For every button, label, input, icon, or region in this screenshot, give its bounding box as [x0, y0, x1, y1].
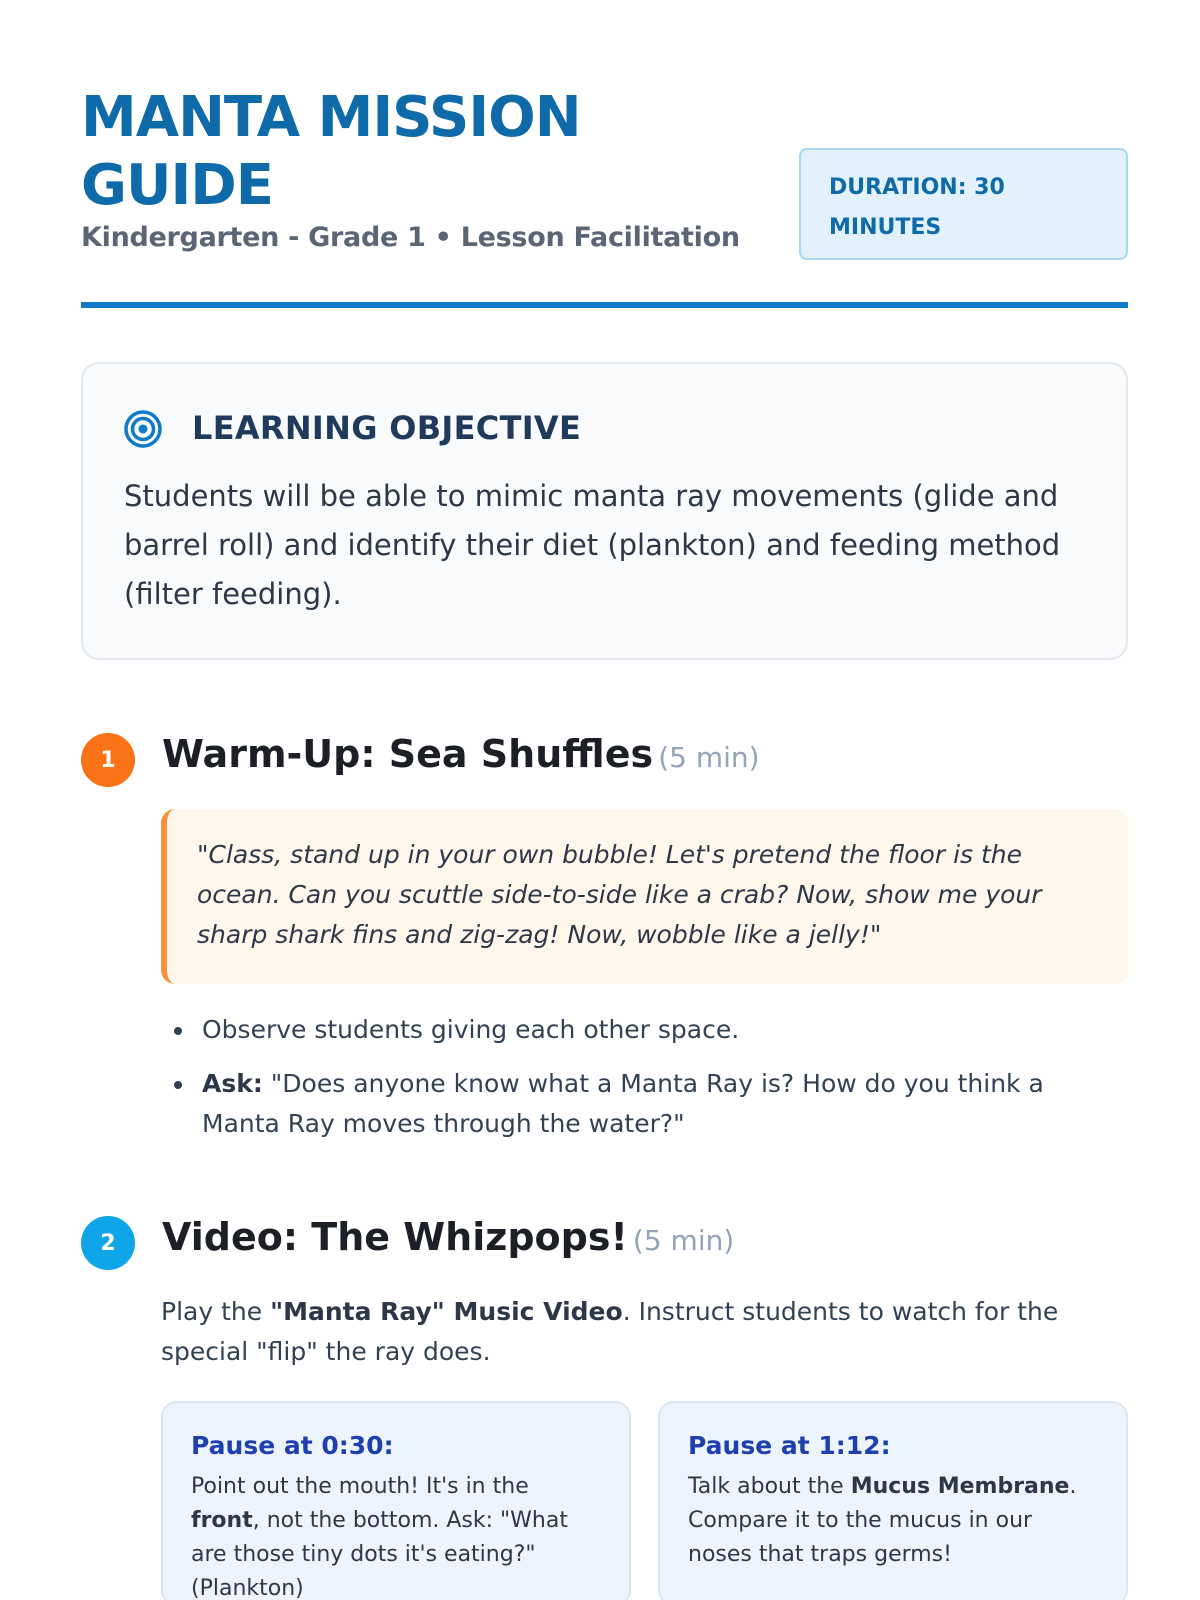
card-text-pre: Point out the mouth! It's in the: [191, 1474, 529, 1499]
video-instructions-pre: Play the: [161, 1297, 271, 1326]
card-text-post: . Compare it to the mucus in our noses that traps germs!: [688, 1474, 1077, 1567]
objective-text: Students will be able to mimic manta ray movements (glide and barrel roll) and identify their diet (plankton) and feeding method (filter feeding).: [124, 479, 1061, 611]
teacher-script-quote: "Class, stand up in your own bubble! Let's pretend the floor is the ocean. Can you scuttle side-to-side like a crab? Now, show me your sharp shark fins and zig-zag! Now, wobble like a jelly!": [161, 809, 1128, 984]
step-1-title: Warm-Up: Sea Shuffles: [162, 732, 654, 776]
card-text-bold: front: [191, 1508, 253, 1533]
list-item: [172, 1064, 1112, 1144]
header-divider: [81, 302, 1128, 308]
objective-title: LEARNING OBJECTIVE: [192, 409, 582, 447]
pause-card-text: [191, 1470, 601, 1600]
step-2-time: (5 min): [632, 1224, 735, 1257]
step-1-badge: 1: [81, 733, 135, 787]
pause-card-title: Pause at 1:12:: [688, 1431, 891, 1460]
page-subtitle: Kindergarten - Grade 1 • Lesson Facilitation: [81, 222, 740, 253]
duration-label: DURATION: 30 MINUTES: [829, 175, 1005, 240]
bullet-text: Observe students giving each other space.: [202, 1015, 740, 1044]
card-text-pre: Talk about the: [688, 1474, 851, 1499]
page-title: MANTA MISSION GUIDE: [81, 85, 581, 218]
step-1-heading: [162, 732, 760, 776]
step-1-time: (5 min): [658, 741, 760, 774]
pause-card-2: [658, 1401, 1128, 1600]
page-header: [81, 84, 1128, 310]
video-instructions: [161, 1292, 1121, 1372]
step-2-heading: [162, 1215, 734, 1259]
step-2-badge: 2: [81, 1216, 135, 1270]
pause-card-1: [161, 1401, 631, 1600]
pause-card-title: Pause at 0:30:: [191, 1431, 394, 1460]
step-1-bullets: [172, 1010, 1112, 1158]
video-instructions-post: . Instruct students to watch for the special "flip" the ray does.: [161, 1297, 1059, 1366]
duration-badge: [799, 148, 1128, 260]
card-text-bold: Mucus Membrane: [850, 1474, 1070, 1499]
video-name: "Manta Ray" Music Video: [270, 1297, 623, 1326]
ask-label: Ask:: [202, 1069, 263, 1098]
step-2-title: Video: The Whizpops!: [162, 1215, 628, 1259]
bullet-text: "Does anyone know what a Manta Ray is? How do you think a Manta Ray moves through the water?": [202, 1069, 1044, 1138]
target-icon: [123, 409, 163, 449]
learning-objective-box: [81, 362, 1128, 660]
pause-card-text: [688, 1470, 1098, 1572]
list-item: [172, 1010, 1112, 1050]
card-text-post: , not the bottom. Ask: "What are those tiny dots it's eating?" (Plankton): [191, 1508, 568, 1600]
